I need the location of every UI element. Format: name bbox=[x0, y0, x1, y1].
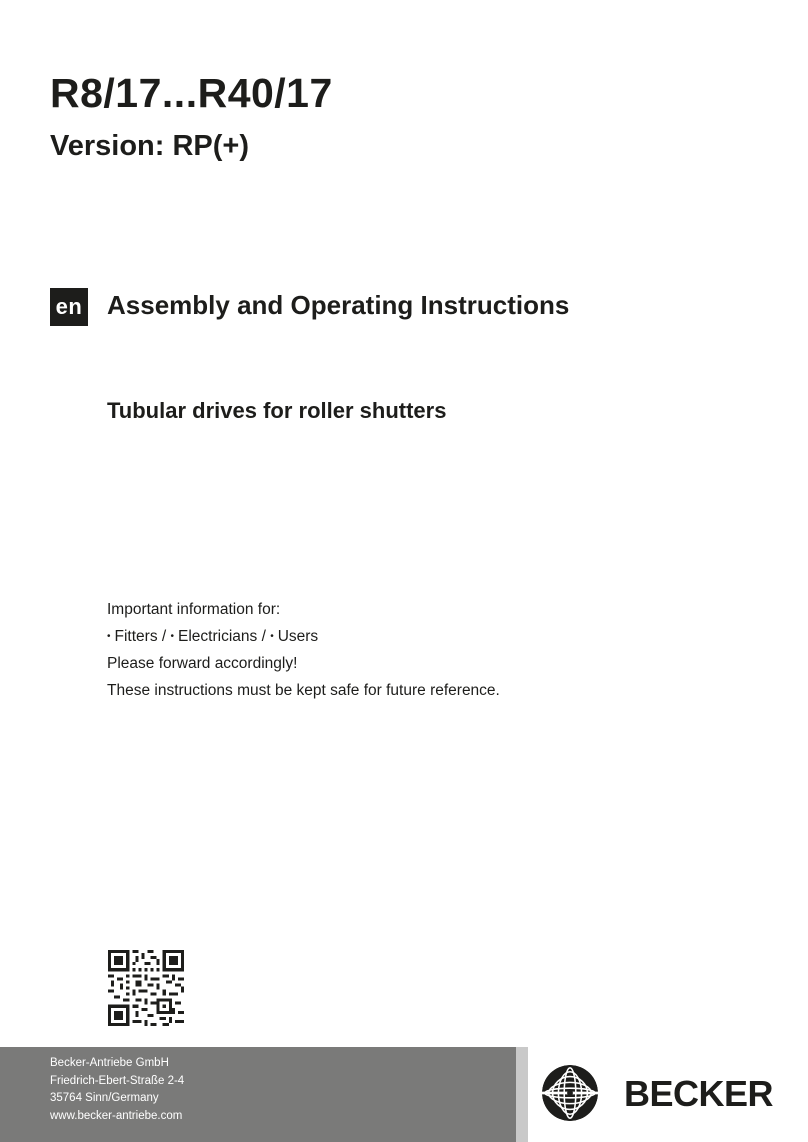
document-title: Assembly and Operating Instructions bbox=[107, 290, 570, 320]
audience-item bbox=[107, 628, 158, 645]
company-street: Friedrich-Ebert-Straße 2-4 bbox=[50, 1074, 185, 1087]
audience-label: Users bbox=[277, 628, 319, 645]
language-badge: en bbox=[50, 288, 88, 326]
forward-note: Please forward accordingly! bbox=[107, 655, 298, 672]
brand-logo-text: BECKER bbox=[624, 1073, 774, 1114]
audience-label: Fitters bbox=[114, 628, 158, 645]
audience-label: Electricians bbox=[178, 628, 258, 645]
company-website-link[interactable]: www.becker-antriebe.com bbox=[50, 1109, 183, 1122]
footer-bar bbox=[0, 1047, 516, 1142]
bullet-icon: • bbox=[170, 631, 175, 642]
bullet-icon: • bbox=[270, 631, 274, 642]
becker-concentric-logo-icon bbox=[541, 1064, 599, 1122]
audience-separator: / bbox=[157, 628, 171, 645]
audience-separator: / bbox=[257, 628, 271, 645]
audience-item bbox=[270, 628, 318, 645]
qr-code-icon[interactable] bbox=[108, 950, 184, 1026]
footer-divider-strip bbox=[516, 1047, 528, 1142]
company-city: 35764 Sinn/Germany bbox=[50, 1092, 159, 1104]
document-subtitle: Tubular drives for roller shutters bbox=[107, 398, 447, 423]
info-intro: Important information for: bbox=[107, 601, 281, 618]
keep-safe-note: These instructions must be kept safe for future reference. bbox=[107, 682, 500, 699]
audience-item bbox=[171, 628, 258, 645]
audience-list bbox=[107, 623, 500, 650]
version-label: Version: RP(+) bbox=[50, 130, 250, 162]
company-address bbox=[50, 1055, 184, 1125]
bullet-icon: • bbox=[107, 631, 111, 642]
model-title: R8/17...R40/17 bbox=[50, 70, 333, 116]
company-name: Becker-Antriebe GmbH bbox=[50, 1057, 169, 1069]
important-info-block bbox=[107, 596, 500, 704]
